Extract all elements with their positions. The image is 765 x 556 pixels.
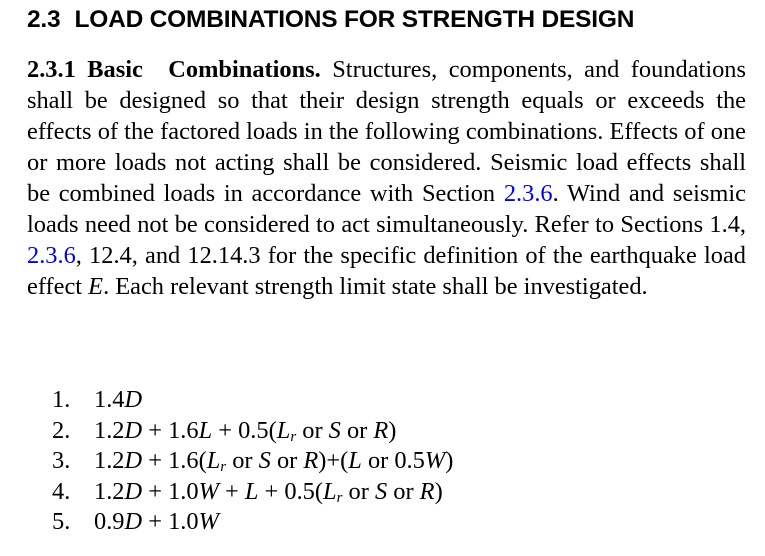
combination-item: 3. $1.2D + 1.6(L_r$ or S or R)+(L or 0.5W) bbox=[52, 447, 454, 475]
section-title: LOAD COMBINATIONS FOR STRENGTH DESIGN bbox=[74, 6, 635, 33]
subsection-heading: 2.3.1 Basic Combinations. bbox=[27, 56, 321, 83]
combination-item: 1. 1.4D bbox=[52, 386, 143, 413]
combination-item: 5. 0.9D + 1.0W bbox=[52, 508, 219, 535]
combination-item: 4. $1.2D + 1.0W + L + 0.5(L_r$ or S or R) bbox=[52, 477, 443, 506]
section-link-2-3-6[interactable]: 2.3.6 bbox=[503, 180, 553, 207]
combination-item: 2. $1.2D + 1.6L + 0.5(L_r$ or S or R) bbox=[52, 416, 397, 445]
section-link-2-3-6-ref[interactable]: 2.3.6 bbox=[27, 242, 76, 269]
paragraph-text: Structures, components, and foundations shall be designed so that their design strength equals or exceeds the effects of the factored loads in the following combinations. Effects of one or more loads not acting shall be considered. Seismic load effects shall be combined loads in accordance with Section bbox=[27, 56, 746, 207]
load-combination-list bbox=[52, 385, 453, 538]
subsection-paragraph: 2.3.1 Basic Combinations. Structures, components, and foundations shall be designed so that their design strength equals or exceeds the effects of the factored loads in the following combinations. Effects of one or more loads not acting shall be considered. Seismic load effects shall be combined loads in accordance with Section 2.3.6. Wind and seismic loads need not be considered to act simultaneously. Refer to Sections 1.4, 2.3.6, 12.4, and 12.14.3 for the specific definition of the earthquake load effect E. Each relevant strength limit state shall be investigated. bbox=[27, 56, 746, 300]
section-number: 2.3 bbox=[27, 6, 61, 33]
earthquake-symbol: E bbox=[88, 273, 104, 300]
section-heading bbox=[27, 6, 634, 34]
